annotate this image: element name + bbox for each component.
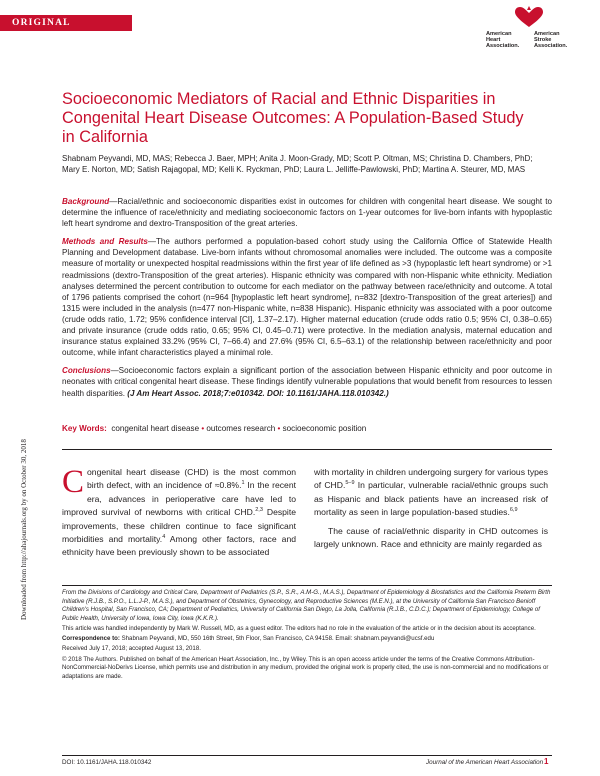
abstract-text: —Socioeconomic factors explain a significant portion of the association between Hispanic ethnicity and poor outcome in neonates with critical congenital heart disease. These findings identify vulnerable populations that would benefit from resources to lessen health disparities. [62, 366, 552, 398]
affiliations: From the Divisions of Cardiology and Critical Care, Department of Pediatrics (S.P., S.R., A.M-G., M.A.S.), Department of Epidemiology & Biostatistics and the California Preterm Birth Initiative (R.J.B., S.P.O., L.L.J-P., M.A.S.), and Department of Obstetrics, Gynecology, and Reproductive Sciences (M.E.N.), at the University of California San Francisco Benioff Children's Hospital, San Francisco, CA; Department of Pediatrics, University of California San Diego, La Jolla, California (R.J.B., C.D.C.); Department of Epidemiology, College of Public Health, University of Iowa, Iowa City, Iowa (K.K.R.). [62, 589, 551, 622]
keyword-separator: • [201, 424, 205, 433]
abstract-conclusions [62, 365, 552, 398]
citation-ref[interactable]: 1 [241, 480, 245, 487]
keyword[interactable]: congenital heart disease [111, 424, 200, 433]
keywords [62, 423, 552, 434]
footer-doi[interactable]: DOI: 10.1161/JAHA.118.010342 [62, 759, 152, 766]
keyword[interactable]: socioeconomic position [282, 424, 367, 433]
section-tag: ORIGINAL RESEARCH [0, 15, 132, 31]
divider [62, 755, 552, 756]
download-note: Downloaded from http://ahajournals.org by on October 30, 2018 [20, 439, 28, 620]
abstract-heading: Conclusions [62, 366, 111, 376]
body-text: In particular, vulnerable racial/ethnic groups such as Hispanic and black patients have an increased risk of mortality as seen in large population-based studies. [314, 480, 548, 518]
body-text: Among other factors, race and ethnicity have been previously shown to be associated [62, 534, 296, 558]
body-column-left [62, 466, 296, 560]
citation-ref[interactable]: 2,3 [255, 507, 263, 514]
abstract-heading: Background [62, 197, 110, 206]
handling-note: This article was handled independently by Mark W. Russell, MD, as a guest editor. The editors had no role in the evaluation of the article or in the decision about its acceptance. [62, 624, 536, 632]
torch-heart-icon [512, 6, 546, 28]
body-column-right [314, 466, 548, 551]
body-text: ongenital heart disease (CHD) is the most common birth defect, with an incidence of ≈0.8%. [87, 467, 296, 491]
abstract-text: —The authors performed a population-based cohort study using the California Office of Statewide Health Planning and Development database. Live-born infants without chromosomal anomalies were included. The outcome was a composite measure of mortality or unexpected hospital readmissions within the first year of life defined as >3 (hypoplastic left heart syndrome) or >1 readmissions (dextro-Transposition of the great arteries). Hispanic ethnicity was compared with non-Hispanic white ethnicity. Mediation analyses determined the percent contribution to outcome for each mediator on the pathway between race/ethnicity and outcome. A total of 1796 patients comprised the cohort (n=964 [hypoplastic left heart syndrome], n=832 [dextro-Transposition of the great arteries]) and 1315 were included in the analysis (n=477 non-Hispanic white, n=838 Hispanic). Hispanic ethnicity was associated with a poor outcome (crude odds ratio, 1.72; 95% confidence interval [CI], 1.37–2.17). Higher maternal education (crude odds ratio 0.5; 95% CI, 0.38–0.65) and private insurance (crude odds ratio, 0.65; 95% CI, 0.45–0.71) were protective. In the mediation analysis, maternal education and insurance status explained 33.2% (95% CI, 7–66.4) and 27.6% (95% CI, 6.5–63.1) of the relationship between race/ethnicity and poor outcome, while infant characteristics played a minimal role. [62, 237, 552, 358]
author-list: Shabnam Peyvandi, MD, MAS; Rebecca J. Baer, MPH; Anita J. Moon-Grady, MD; Scott P. Oltman, MS; Christina D. Chambers, PhD; Mary E. Norton, MD; Satish Rajagopal, MD; Kelli K. Ryckman, PhD; Laura L. Jelliffe-Pawlowski, PhD; Martina A. Steurer, MD, MAS [62, 154, 533, 174]
logo-line: Association. [534, 43, 568, 50]
body-text: In the recent era, advances in perioperative care have led to improved survival of newborns with critical CHD. [62, 480, 296, 518]
abstract-background [62, 196, 552, 229]
correspondence [62, 635, 552, 644]
body-paragraph [62, 466, 296, 560]
footer-journal: Journal of the American Heart Association [426, 759, 544, 766]
aha-asa-logo [486, 6, 586, 52]
logo-line: Stroke [534, 37, 552, 44]
divider [62, 449, 552, 450]
citation-ref[interactable]: 4 [162, 534, 166, 541]
dropcap: C [62, 464, 85, 500]
logo-line: American [486, 31, 512, 37]
article-title: Socioeconomic Mediators of Racial and Ethnic Disparities in Congenital Heart Disease Outcomes: A Population-Based Study in California [62, 90, 524, 146]
received-dates: Received July 17, 2018; accepted August 13, 2018. [62, 645, 201, 653]
correspondence-heading: Correspondence to: [62, 635, 120, 643]
body-text: with mortality in children undergoing surgery for various types of CHD. [314, 467, 548, 491]
keyword-separator: • [277, 424, 281, 433]
keywords-heading: Key Words: [62, 424, 107, 433]
body-paragraph [314, 466, 548, 520]
logo-line: Association. [486, 43, 520, 50]
logo-line: Heart [486, 37, 501, 44]
abstract-text: —Racial/ethnic and socioeconomic disparities exist in outcomes for children with congenital heart disease. We sought to determine the influence of race/ethnicity and mediating socioeconomic factors on 1-year outcomes for live-born infants with hypoplastic left heart syndrome and dextro-Transposition of the great arteries. [62, 197, 552, 229]
correspondence-text: Shabnam Peyvandi, MD, 550 16th Street, 5th Floor, San Francisco, CA 94158. Email: shabnam.peyvandi@ucsf.edu [119, 635, 435, 643]
body-paragraph: The cause of racial/ethnic disparity in CHD outcomes is largely unknown. Race and ethnicity are mainly regarded as [314, 525, 548, 550]
citation-ref[interactable]: 6,9 [509, 507, 518, 514]
abstract [62, 196, 552, 406]
abstract-heading: Methods and Results [62, 237, 148, 247]
footnotes [62, 589, 552, 683]
keyword[interactable]: outcomes research [206, 424, 276, 433]
abstract-methods [62, 236, 552, 358]
body-text: Despite improvements, these children continue to face significant morbidities and mortality. [62, 507, 296, 545]
citation-ref[interactable]: 5–9 [345, 480, 355, 487]
page-number: 1 [544, 757, 549, 766]
divider [62, 585, 552, 586]
citation: (J Am Heart Assoc. 2018;7:e010342. DOI: 10.1161/JAHA.118.010342.) [127, 388, 389, 398]
logo-line: American [534, 31, 560, 37]
copyright-notice: © 2018 The Authors. Published on behalf of the American Heart Association, Inc., by Wiley. This is an open access article under the terms of the Creative Commons Attribution-NonCommercial-NoDerivs License, which permits use and distribution in any medium, provided the original work is properly cited, the use is non-commercial and no modifications or adaptations are made. [62, 655, 549, 680]
